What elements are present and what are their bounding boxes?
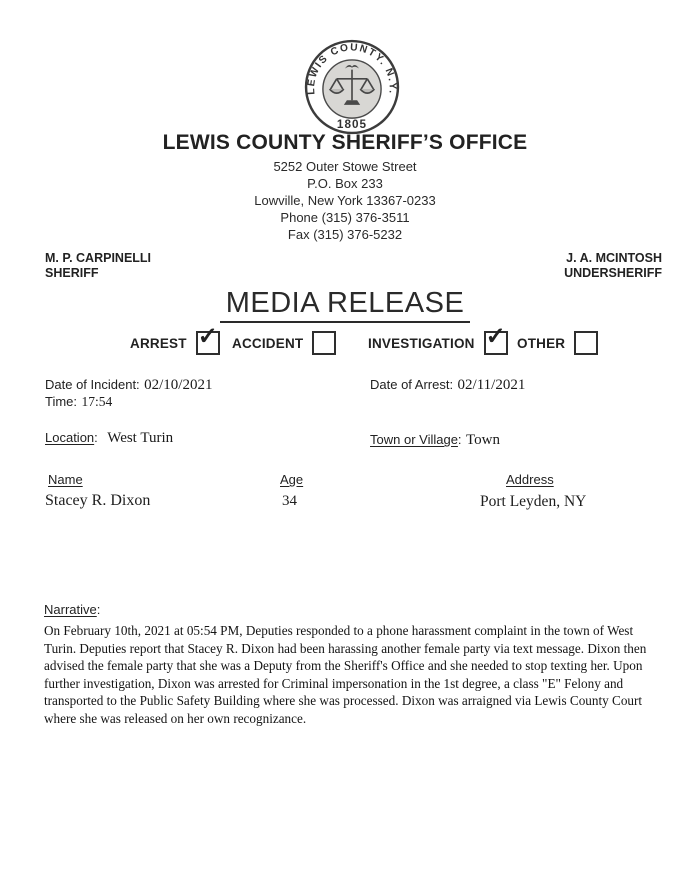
svg-text:LEWIS COUNTY. N.Y.: LEWIS COUNTY. N.Y.	[306, 42, 398, 96]
category-checkbox	[196, 324, 220, 355]
checkmark-icon: ✓	[485, 324, 506, 350]
narrative-label: Narrative	[44, 602, 97, 617]
svg-text:1805: 1805	[336, 117, 368, 131]
category-checkbox	[312, 331, 336, 355]
address-header: Address	[506, 472, 554, 487]
category-label: ACCIDENT	[232, 335, 304, 351]
location-label: Location	[45, 430, 95, 445]
office-address-line: Fax (315) 376-5232	[287, 227, 403, 242]
checkmark-icon: ✓	[197, 324, 218, 350]
undersheriff-title: UNDERSHERIFF	[564, 266, 662, 280]
undersheriff-block	[564, 251, 662, 281]
narrative-label-row	[44, 602, 100, 617]
page-title: MEDIA RELEASE	[220, 287, 471, 323]
colon: :	[96, 602, 101, 617]
category-accident	[232, 331, 336, 355]
date-of-arrest-row	[370, 376, 525, 394]
undersheriff-name: J. A. MCINTOSH	[566, 251, 662, 265]
narrative-text: On February 10th, 2021 at 05:54 PM, Deputies responded to a phone harassment complaint in the town of West Turin. Deputies report that Stacey R. Dixon had been harassing another female party via text message. Dixon then advised the female party that she was a Deputy from the Sheriff's Office and she needed to stop texting her. Upon further investigation, Dixon was arrested for Criminal impersonation in the 1st degree, a class "E" Felony and transported to the Public Safety Building where she was processed. Dixon was arraigned via Lewis County Court where she was released on her own recognizance.	[44, 623, 647, 726]
category-checkbox	[484, 324, 508, 355]
location-row	[45, 429, 173, 447]
colon: :	[94, 430, 98, 445]
category-arrest	[130, 324, 220, 355]
office-address-line: P.O. Box 233	[307, 176, 383, 191]
seal-scales-icon	[303, 38, 401, 136]
category-label: INVESTIGATION	[368, 335, 475, 351]
county-seal	[303, 38, 401, 136]
town-or-village-value: Town	[466, 432, 500, 448]
location-value: West Turin	[107, 430, 174, 446]
date-of-incident-value: 02/10/2021	[144, 377, 213, 393]
date-of-arrest-value: 02/11/2021	[457, 377, 526, 393]
sheriff-title: SHERIFF	[45, 266, 99, 280]
age-header: Age	[280, 472, 304, 487]
office-address-line: Lowville, New York 13367-0233	[254, 193, 436, 208]
office-address-line: 5252 Outer Stowe Street	[273, 159, 417, 174]
colon: :	[457, 432, 462, 447]
time-value: 17:54	[81, 394, 113, 409]
category-label: ARREST	[130, 335, 187, 351]
subject-address: Port Leyden, NY	[480, 493, 587, 510]
category-other	[517, 331, 598, 355]
category-label: OTHER	[517, 335, 566, 351]
time-row	[45, 393, 112, 411]
office-address	[0, 158, 690, 243]
subject-age: 34	[282, 493, 297, 509]
title-wrap	[0, 287, 690, 323]
name-header: Name	[48, 472, 83, 487]
category-checkbox	[574, 331, 598, 355]
date-of-incident-label: Date of Incident:	[45, 377, 140, 392]
town-or-village-row	[370, 431, 500, 449]
time-label: Time:	[45, 394, 78, 409]
subject-name: Stacey R. Dixon	[45, 492, 151, 509]
date-of-arrest-label: Date of Arrest:	[370, 377, 454, 392]
office-address-line: Phone (315) 376-3511	[280, 210, 410, 225]
date-of-incident-row	[45, 376, 212, 394]
sheriff-name: M. P. CARPINELLI	[45, 251, 152, 265]
category-investigation	[368, 324, 508, 355]
sheriff-block	[45, 251, 151, 281]
town-or-village-label: Town or Village	[370, 432, 458, 447]
office-name: LEWIS COUNTY SHERIFF’S OFFICE	[162, 131, 528, 154]
